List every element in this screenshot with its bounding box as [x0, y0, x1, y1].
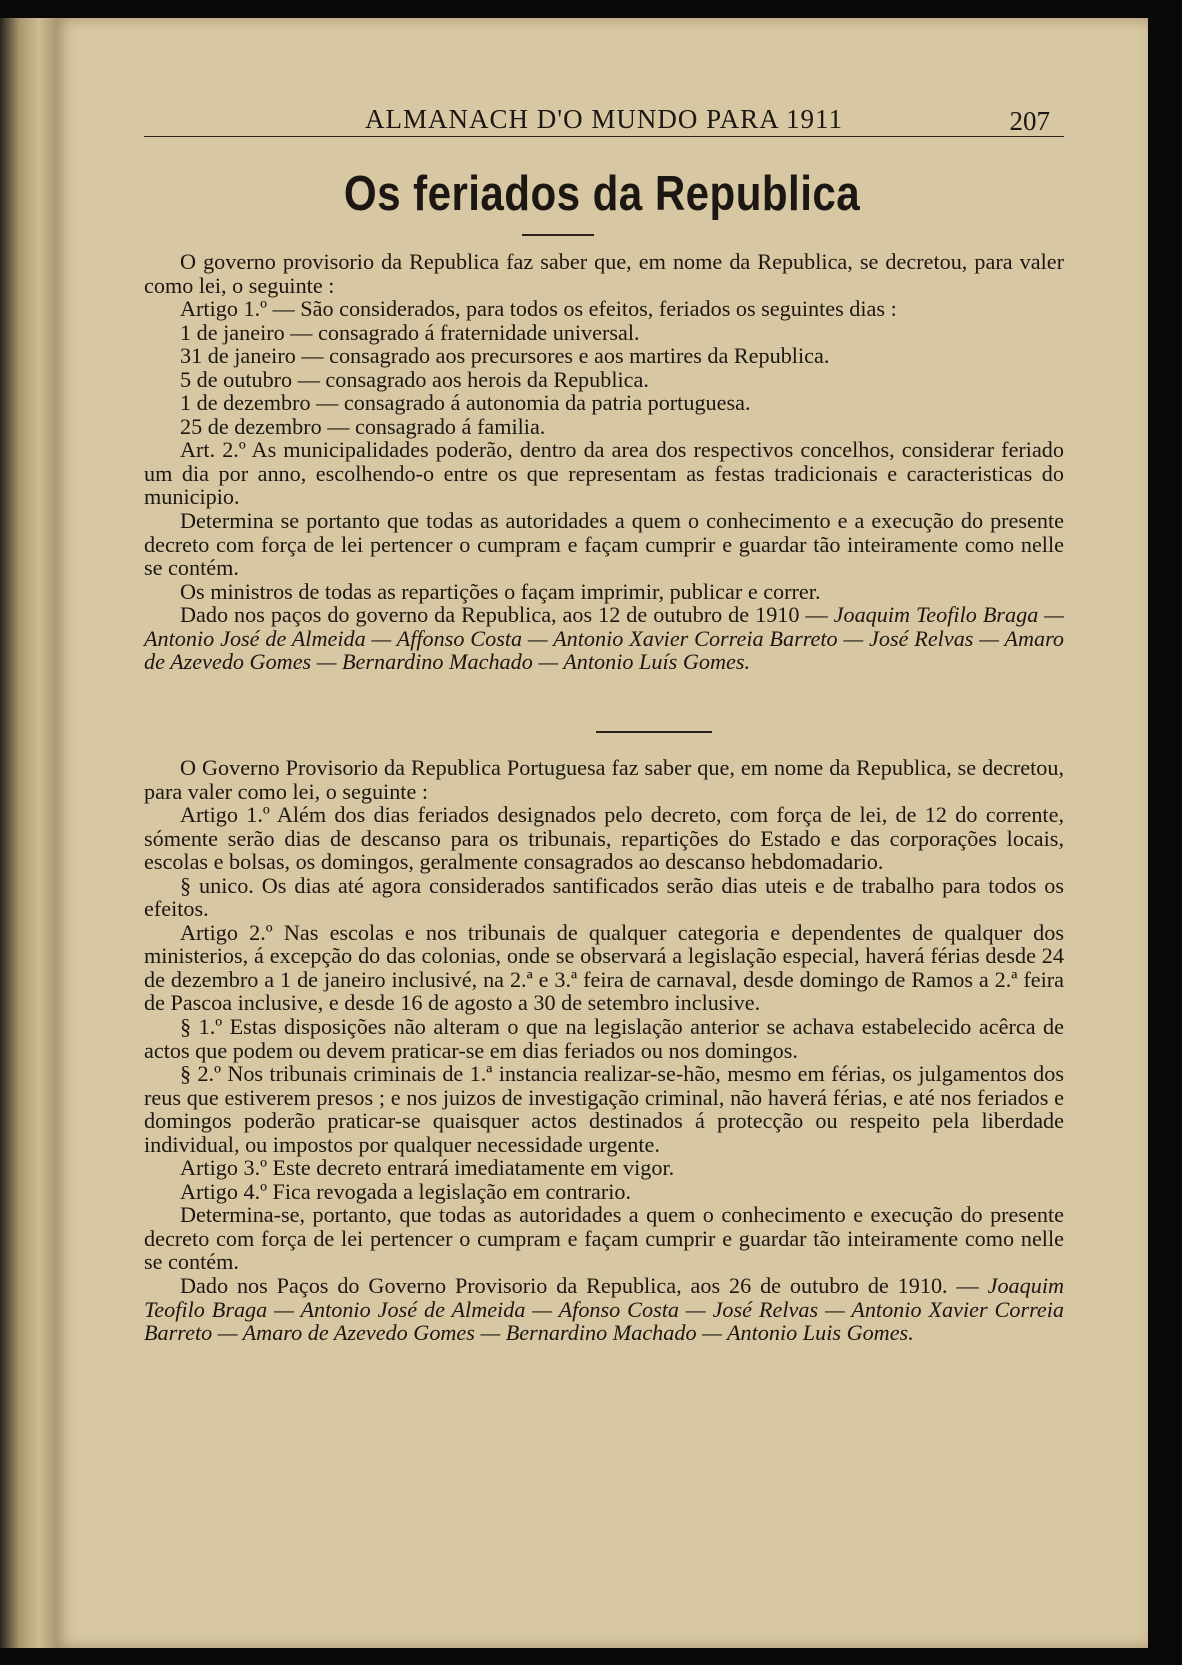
decree-2-article-4: Artigo 4.º Fica revogada a legislação em contrario.: [180, 1178, 632, 1204]
decree-1-ministros: Os ministros de todas as repartições o façam imprimir, publicar e correr.: [180, 578, 821, 604]
decree-2-article-1: Artigo 1.º Além dos dias feriados designados pelo decreto, com força de lei, de 12 do corrente, sómente serão dias de descanso para os tribunais, repartições do Estado e das corporações locais, escolas e bolsas, os domingos, geralmente consagrados ao descanso hebdomadario.: [144, 802, 1064, 875]
decree-2-dated: Dado nos Paços do Governo Provisorio da Republica, aos 26 de outubro de 1910. —: [180, 1273, 979, 1299]
page-number: 207: [1009, 106, 1050, 136]
holiday-item: 1 de dezembro — consagrado á autonomia da patria portuguesa.: [180, 390, 751, 416]
holiday-item: 1 de janeiro — consagrado á fraternidade universal.: [180, 319, 640, 345]
decree-1-signatories: Joaquim Teofilo Braga — Antonio José de Almeida — Affonso Costa — Antonio Xavier Correia Barreto — José Relvas — Amaro de Azevedo Gomes — Bernardino Machado — Antonio Luís Gomes.: [144, 602, 1064, 675]
decree-2-intro: O Governo Provisorio da Republica Portuguesa faz saber que, em nome da Republica, se decretou, para valer como lei, o seguinte :: [144, 755, 1064, 804]
decree-2-signatories: Joaquim Teofilo Braga — Antonio José de Almeida — Afonso Costa — José Relvas — Antonio Xavier Correia Barreto — Amaro de Azevedo Gomes — Bernardino Machado — Antonio Luis Gomes.: [144, 1273, 1065, 1346]
decree-1-closing: [144, 603, 1064, 674]
holiday-item: 5 de outubro — consagrado aos herois da Republica.: [180, 366, 649, 392]
decree-1-intro: O governo provisorio da Republica faz saber que, em nome da Republica, se decretou, para valer como lei, o seguinte :: [144, 249, 1064, 298]
decree-1-dated: Dado nos paços do governo da Republica, aos 12 de outubro de 1910 —: [180, 602, 828, 628]
decree-2-article-3: Artigo 3.º Este decreto entrará imediatamente em vigor.: [180, 1155, 675, 1181]
decree-1: [144, 250, 1064, 674]
decree-1-article-2: Art. 2.º As municipalidades poderão, dentro da area dos respectivos concelhos, considerar feriado um dia por anno, escolhendo-o entre os que representam as festas tradicionais e caracteristicas do municipio.: [144, 437, 1064, 510]
running-header: [144, 92, 1064, 137]
decree-2-paragraph-2: § 2.º Nos tribunais criminais de 1.ª instancia realizar-se-hão, mesmo em férias, os julgamentos dos reus que estiverem presos ; e nos juizos de investigação criminal, não haverá férias, e até nos feriados e domingos poderão praticar-se quaisquer actos destinados á protecção ou respeito pela liberdade individual, ou impostos por qualquer necessidade urgente.: [144, 1061, 1064, 1157]
running-title: ALMANACH D'O MUNDO PARA 1911: [365, 104, 843, 134]
section-divider: [596, 731, 712, 733]
decree-2-determina: Determina-se, portanto, que todas as autoridades a quem o conhecimento e execução do presente decreto com força de lei pertencer o cumpram e façam cumprir e guardar tão inteiramente como nelle se contém.: [144, 1202, 1064, 1275]
decree-1-determina: Determina se portanto que todas as autoridades a quem o conhecimento e a execução do presente decreto com força de lei pertencer o cumpram e façam cumprir e guardar tão inteiramente como nelle se contém.: [144, 508, 1064, 581]
holiday-item: 25 de dezembro — consagrado á familia.: [180, 413, 546, 439]
book-page: [56, 18, 1148, 1648]
decree-2-closing: [144, 1274, 1064, 1345]
decree-1-article-1: Artigo 1.º — São considerados, para todos os efeitos, feriados os seguintes dias :: [180, 296, 897, 322]
page-title: Os feriados da Republica: [343, 167, 861, 221]
book-spine: [0, 18, 56, 1648]
holiday-item: 31 de janeiro — consagrado aos precursores e aos martires da Republica.: [180, 343, 830, 369]
title-divider: [522, 234, 594, 236]
decree-2: [144, 756, 1064, 1345]
decree-2-paragraph-unico: § unico. Os dias até agora considerados santificados serão dias uteis e de trabalho para todos os efeitos.: [144, 872, 1064, 922]
holiday-list: [144, 321, 1064, 439]
decree-2-article-2: Artigo 2.º Nas escolas e nos tribunais de qualquer categoria e dependentes de qualquer dos ministerios, á excepção do das colonias, onde se observará a legislação especial, haverá férias desde 24 de dezembro a 1 de janeiro inclusivé, na 2.ª e 3.ª feira de carnaval, desde domingo de Ramos a 2.ª feira de Pascoa inclusive, e desde 16 de agosto a 30 de setembro inclusive.: [144, 919, 1064, 1016]
decree-2-paragraph-1: § 1.º Estas disposições não alteram o que na legislação anterior se achava estabelecido acêrca de actos que podem ou devem praticar-se em dias feriados ou nos domingos.: [144, 1014, 1064, 1063]
